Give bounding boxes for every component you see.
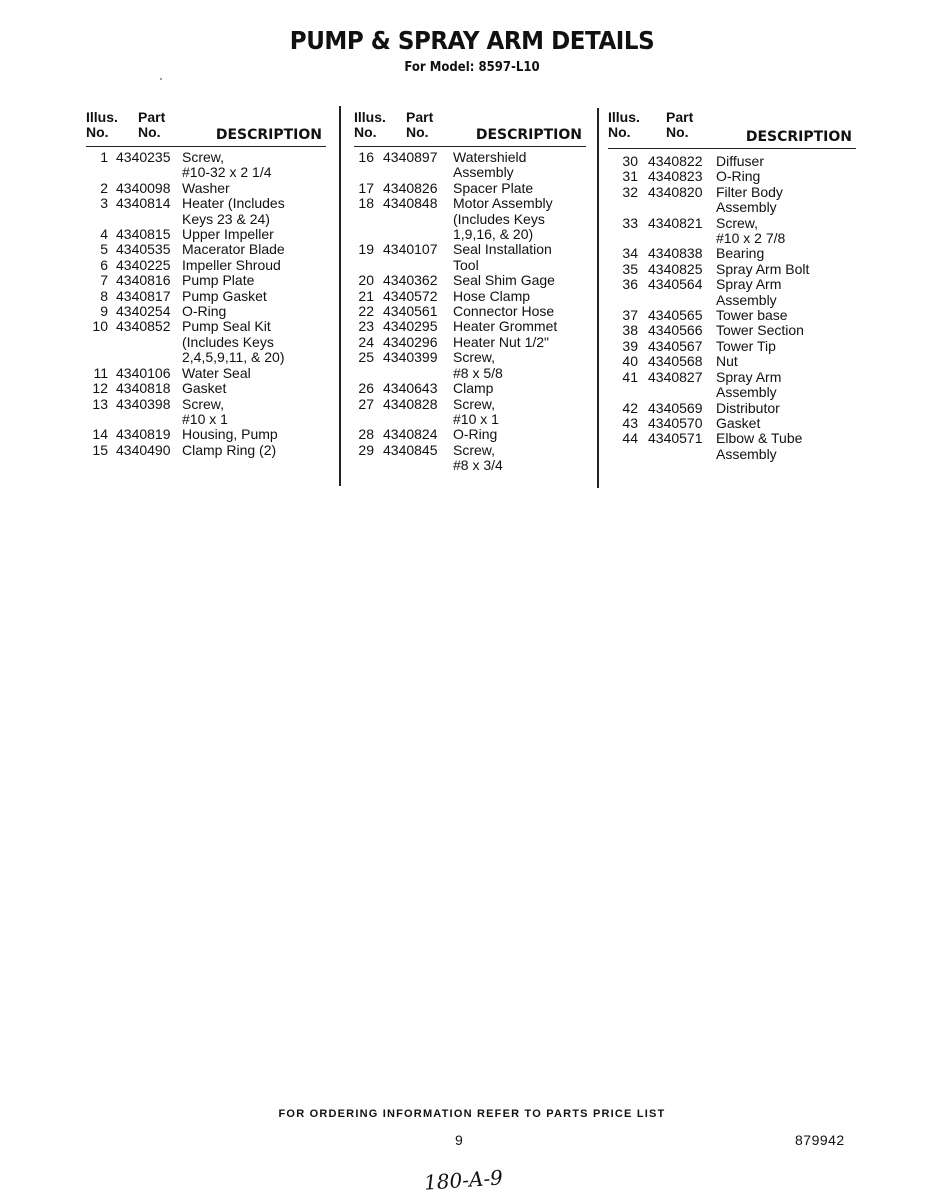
- table-row: [354, 427, 586, 442]
- header-illus-no: Illus. No.: [354, 109, 386, 140]
- illus-number: 13: [92, 395, 108, 412]
- table-row: [86, 150, 326, 181]
- part-number: 4340824: [383, 426, 438, 443]
- part-number: 4340098: [116, 179, 171, 196]
- table-row: [354, 397, 586, 428]
- parts-column-3: [608, 108, 856, 462]
- illus-number: 41: [622, 368, 638, 385]
- part-description: Washer: [182, 179, 230, 196]
- table-row: [608, 416, 856, 431]
- illus-number: 30: [622, 153, 638, 169]
- part-description: Water Seal: [182, 364, 251, 381]
- part-description: Connector Hose: [453, 303, 555, 320]
- column-header: [354, 108, 586, 147]
- table-row: [86, 319, 326, 365]
- illus-number: 37: [622, 307, 638, 324]
- header-illus-no: Illus. No.: [608, 109, 640, 140]
- part-number: 4340817: [116, 287, 171, 304]
- part-description: Elbow & Tube Assembly: [716, 430, 803, 462]
- table-row: [86, 366, 326, 381]
- illus-number: 19: [358, 241, 374, 258]
- part-number: 4340535: [116, 241, 171, 258]
- table-row: [354, 181, 586, 196]
- table-row: [354, 242, 586, 273]
- part-number: 4340567: [648, 337, 703, 354]
- illus-number: 40: [622, 353, 638, 370]
- illus-number: 14: [92, 426, 108, 443]
- part-description: Clamp: [453, 380, 494, 397]
- illus-number: 43: [622, 414, 638, 431]
- part-number: 4340561: [383, 303, 438, 320]
- illus-number: 9: [100, 303, 108, 320]
- table-row: [86, 273, 326, 288]
- part-number: 4340819: [116, 426, 171, 443]
- illus-number: 32: [622, 183, 638, 200]
- header-description: DESCRIPTION: [215, 127, 322, 143]
- table-row: [608, 431, 856, 462]
- illus-number: 3: [100, 195, 108, 212]
- table-row: [608, 354, 856, 369]
- header-illus-no: Illus. No.: [86, 109, 118, 140]
- illus-number: 21: [358, 287, 374, 304]
- illus-number: 24: [358, 333, 374, 350]
- illus-number: 5: [100, 241, 108, 258]
- part-description: Spacer Plate: [453, 179, 534, 196]
- table-row: [354, 150, 586, 181]
- table-row: [608, 246, 856, 261]
- illus-number: 34: [622, 245, 638, 262]
- part-number: 4340845: [383, 441, 438, 458]
- table-row: [86, 227, 326, 242]
- part-description: Tower base: [716, 307, 788, 324]
- part-number: 4340828: [383, 395, 438, 412]
- table-row: [354, 319, 586, 334]
- table-row: [354, 381, 586, 396]
- part-number: 4340818: [116, 380, 171, 397]
- table-row: [354, 196, 586, 242]
- part-number: 4340107: [383, 241, 438, 258]
- illus-number: 22: [358, 303, 374, 320]
- table-row: [608, 277, 856, 308]
- part-description: O-Ring: [453, 426, 498, 443]
- part-number: 4340816: [116, 272, 171, 289]
- part-number: 4340820: [648, 183, 703, 200]
- part-number: 4340643: [383, 380, 438, 397]
- part-number: 4340827: [648, 368, 703, 385]
- part-number: 4340564: [648, 276, 703, 293]
- illus-number: 26: [358, 380, 374, 397]
- part-description: Housing, Pump: [182, 426, 278, 443]
- part-description: Watershield Assembly: [453, 149, 527, 181]
- table-row: [86, 381, 326, 396]
- header-description: DESCRIPTION: [745, 129, 852, 145]
- parts-rows: [608, 154, 856, 462]
- page-number: 9: [455, 1132, 463, 1148]
- header-part-no: Part No.: [666, 109, 694, 140]
- illus-number: 23: [358, 318, 374, 335]
- part-number: 4340825: [648, 260, 703, 277]
- part-description: Clamp Ring (2): [182, 441, 277, 458]
- part-number: 4340398: [116, 395, 171, 412]
- document-number: 879942: [795, 1132, 845, 1148]
- illus-number: 29: [358, 441, 374, 458]
- table-row: [608, 401, 856, 416]
- part-description: Motor Assembly (Includes Keys 1,9,16, & 20): [453, 195, 553, 243]
- part-number: 4340571: [648, 430, 703, 447]
- table-row: [354, 304, 586, 319]
- part-description: Screw, #10 x 1: [453, 395, 499, 427]
- part-description: Tower Section: [716, 322, 804, 339]
- illus-number: 16: [358, 149, 374, 165]
- header-part-no: Part No.: [138, 109, 166, 140]
- part-number: 4340572: [383, 287, 438, 304]
- part-number: 4340814: [116, 195, 171, 212]
- illus-number: 27: [358, 395, 374, 412]
- part-number: 4340852: [116, 318, 171, 335]
- part-description: Screw, #10 x 1: [182, 395, 228, 427]
- part-description: Hose Clamp: [453, 287, 531, 304]
- part-number: 4340254: [116, 303, 171, 320]
- table-row: [86, 181, 326, 196]
- column-divider-2: [597, 108, 599, 488]
- parts-rows: [86, 150, 326, 458]
- part-description: Macerator Blade: [182, 241, 285, 258]
- part-number: 4340235: [116, 149, 171, 165]
- table-row: [608, 154, 856, 169]
- part-number: 4340399: [383, 349, 438, 366]
- part-description: Heater Nut 1/2": [453, 333, 550, 350]
- header-description: DESCRIPTION: [475, 127, 582, 143]
- part-description: O-Ring: [716, 168, 761, 185]
- illus-number: 1: [100, 149, 108, 165]
- part-description: Bearing: [716, 245, 765, 262]
- illus-number: 4: [100, 226, 108, 243]
- part-number: 4340566: [648, 322, 703, 339]
- part-number: 4340565: [648, 307, 703, 324]
- part-number: 4340568: [648, 353, 703, 370]
- table-row: [354, 443, 586, 474]
- illus-number: 25: [358, 349, 374, 366]
- table-row: [86, 258, 326, 273]
- part-description: Seal Installation Tool: [453, 241, 552, 273]
- illus-number: 28: [358, 426, 374, 443]
- table-row: [86, 304, 326, 319]
- table-row: [354, 273, 586, 288]
- part-description: Screw, #8 x 3/4: [453, 441, 503, 474]
- column-header: [608, 108, 856, 149]
- column-header: [86, 108, 326, 147]
- part-description: Upper Impeller: [182, 226, 274, 243]
- part-description: Screw, #10 x 2 7/8: [716, 214, 786, 247]
- part-number: 4340570: [648, 414, 703, 431]
- illus-number: 39: [622, 337, 638, 354]
- part-number: 4340815: [116, 226, 171, 243]
- part-number: 4340490: [116, 441, 171, 458]
- part-description: O-Ring: [182, 303, 227, 320]
- part-description: Gasket: [716, 414, 761, 431]
- part-description: Diffuser: [716, 153, 764, 169]
- illus-number: 38: [622, 322, 638, 339]
- illus-number: 33: [622, 214, 638, 231]
- part-description: Pump Gasket: [182, 287, 267, 304]
- part-number: 4340826: [383, 179, 438, 196]
- scan-speck: [160, 78, 162, 80]
- illus-number: 35: [622, 260, 638, 277]
- illus-number: 31: [622, 168, 638, 185]
- table-row: [608, 262, 856, 277]
- part-number: 4340569: [648, 399, 703, 416]
- part-description: Tower Tip: [716, 337, 776, 354]
- illus-number: 36: [622, 276, 638, 293]
- part-number: 4340295: [383, 318, 438, 335]
- illus-number: 2: [100, 179, 108, 196]
- illus-number: 11: [93, 364, 108, 381]
- table-row: [608, 169, 856, 184]
- illus-number: 20: [358, 272, 374, 289]
- table-row: [354, 289, 586, 304]
- part-description: Nut: [716, 353, 738, 370]
- part-number: 4340106: [116, 364, 171, 381]
- table-row: [608, 323, 856, 338]
- table-row: [86, 397, 326, 428]
- part-description: Pump Plate: [182, 272, 255, 289]
- part-number: 4340838: [648, 245, 703, 262]
- table-row: [86, 443, 326, 458]
- page-title: PUMP & SPRAY ARM DETAILS: [289, 26, 655, 55]
- part-description: Spray Arm Assembly: [716, 276, 782, 308]
- part-description: Screw, #10-32 x 2 1/4: [182, 149, 272, 181]
- table-row: [86, 242, 326, 257]
- table-row: [608, 216, 856, 247]
- part-number: 4340822: [648, 153, 703, 169]
- table-row: [86, 196, 326, 227]
- part-description: Seal Shim Gage: [453, 272, 555, 289]
- parts-column-2: [354, 108, 586, 474]
- illus-number: 6: [100, 256, 108, 273]
- illus-number: 8: [100, 287, 108, 304]
- part-number: 4340296: [383, 333, 438, 350]
- model-subtitle: For Model: 8597-L10: [404, 60, 540, 75]
- parts-rows: [354, 150, 586, 474]
- illus-number: 18: [358, 195, 374, 212]
- table-row: [86, 289, 326, 304]
- part-description: Heater (Includes Keys 23 & 24): [182, 195, 285, 227]
- part-description: Screw, #8 x 5/8: [453, 349, 503, 381]
- part-number: 4340848: [383, 195, 438, 212]
- part-description: Gasket: [182, 380, 227, 397]
- illus-number: 42: [622, 399, 638, 416]
- part-number: 4340362: [383, 272, 438, 289]
- table-row: [354, 335, 586, 350]
- table-row: [608, 339, 856, 354]
- part-number: 4340225: [116, 256, 171, 273]
- part-description: Distributor: [716, 399, 780, 416]
- table-row: [608, 370, 856, 401]
- part-number: 4340821: [648, 214, 703, 231]
- part-description: Heater Grommet: [453, 318, 558, 335]
- table-row: [608, 185, 856, 216]
- illus-number: 10: [92, 318, 108, 335]
- part-description: Impeller Shroud: [182, 256, 281, 273]
- table-row: [354, 350, 586, 381]
- parts-column-1: [86, 108, 326, 458]
- part-description: Pump Seal Kit (Includes Keys 2,4,5,9,11, & 20): [182, 318, 285, 366]
- illus-number: 17: [358, 179, 374, 196]
- part-description: Filter Body Assembly: [716, 183, 783, 216]
- illus-number: 12: [92, 380, 108, 397]
- header-part-no: Part No.: [406, 109, 434, 140]
- column-divider-1: [339, 106, 341, 486]
- table-row: [86, 427, 326, 442]
- illus-number: 7: [100, 272, 108, 289]
- table-row: [608, 308, 856, 323]
- handwritten-note: 180-A-9: [423, 1165, 504, 1195]
- illus-number: 44: [622, 430, 638, 447]
- part-number: 4340823: [648, 168, 703, 185]
- ordering-footer: FOR ORDERING INFORMATION REFER TO PARTS PRICE LIST: [278, 1108, 666, 1120]
- part-description: Spray Arm Bolt: [716, 260, 810, 277]
- part-number: 4340897: [383, 149, 438, 165]
- illus-number: 15: [92, 441, 108, 458]
- part-description: Spray Arm Assembly: [716, 368, 782, 401]
